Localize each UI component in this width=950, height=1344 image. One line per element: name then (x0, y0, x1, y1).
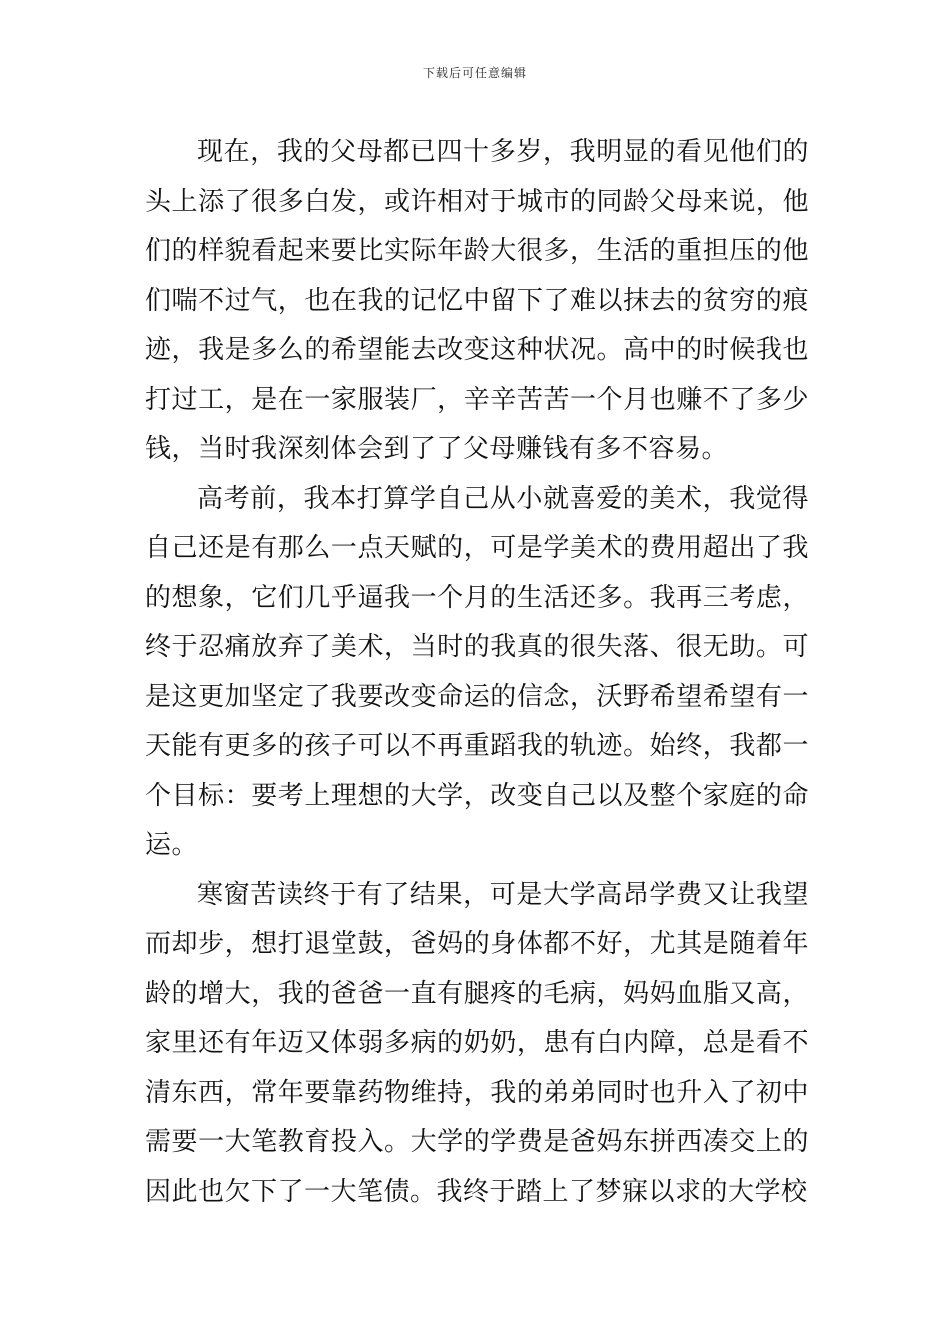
paragraph: 高考前，我本打算学自己从小就喜爱的美术，我觉得自己还是有那么一点天赋的，可是学美术的费用超出了我的想象，它们几乎逼我一个月的生活还多。我再三考虑，终于忍痛放弃了美术，当时的我真的很失落、很无助。可是这更加坚定了我要改变命运的信念，沃野希望希望有一天能有更多的孩子可以不再重蹈我的轨迹。始终，我都一个目标：要考上理想的大学，改变自己以及整个家庭的命运。 (145, 483, 809, 860)
paragraph: 现在，我的父母都已四十多岁，我明显的看见他们的头上添了很多白发，或许相对于城市的同龄父母来说，他们的样貌看起来要比实际年龄大很多，生活的重担压的他们喘不过气，也在我的记忆中留下了难以抹去的贫穷的痕迹，我是多么的希望能去改变这种状况。高中的时候我也打过工，是在一家服装厂，辛辛苦苦一个月也赚不了多少钱，当时我深刻体会到了了父母赚钱有多不容易。 (145, 137, 809, 464)
document-body (145, 128, 809, 1217)
paragraph: 寒窗苦读终于有了结果，可是大学高昂学费又让我望而却步，想打退堂鼓，爸妈的身体都不好，尤其是随着年龄的增大，我的爸爸一直有腿疼的毛病，妈妈血脂又高，家里还有年迈又体弱多病的奶奶，患有白内障，总是看不清东西，常年要靠药物维持，我的弟弟同时也升入了初中需要一大笔教育投入。大学的学费是爸妈东拼西凑交上的因此也欠下了一大笔债。我终于踏上了梦寐以求的大学校 (145, 879, 809, 1207)
page-header: 下载后可任意编辑 (422, 66, 527, 80)
